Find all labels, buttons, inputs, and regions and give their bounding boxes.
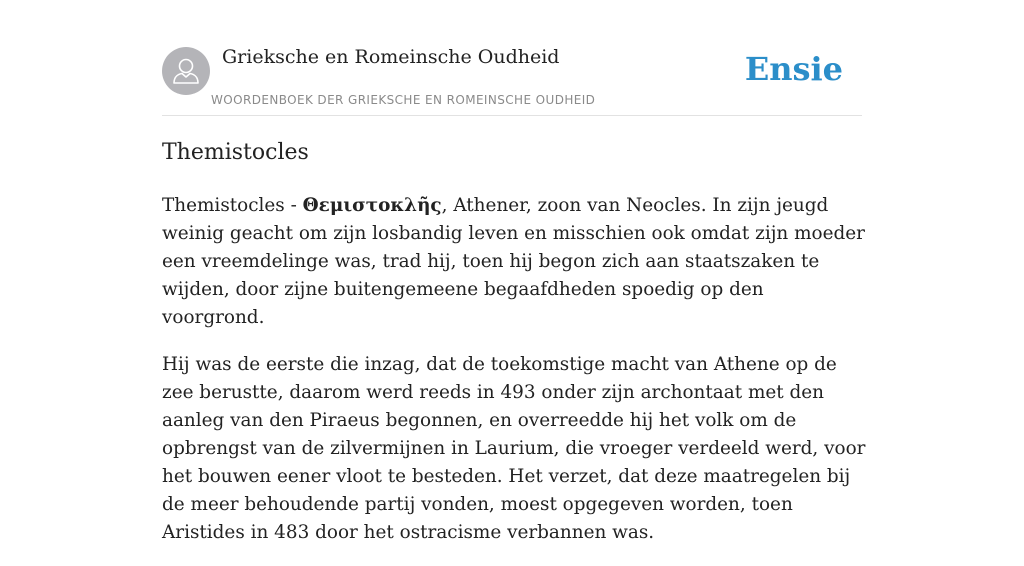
user-silhouette-icon — [162, 47, 210, 95]
brand-logo[interactable]: Ensie — [744, 50, 843, 88]
paragraph-1-lead: Themistocles - — [162, 195, 303, 216]
paragraph-2: Hij was de eerste die inzag, dat de toekomstige macht van Athene op de zee berustte, daarom werd reeds in 493 onder zijn archontaat met den aanleg van den Piraeus begonnen, en overreedde hij het volk om de opbrengst van de zilvermijnen in Laurium, die vroeger verdeeld werd, voor het bouwen eener vloot te besteden. Het verzet, dat deze maatregelen bij de meer behoudende partij vonden, moest opgegeven worden, toen Aristides in 483 door het ostracisme verbannen was. — [162, 354, 866, 543]
avatar[interactable] — [162, 47, 210, 95]
header-divider — [162, 115, 862, 116]
paragraph-1-text: , Athener, zoon van Neocles. In zijn jeugd weinig geacht om zijn losbandig leven en misschien ook omdat zijn moeder een vreemdelinge was, trad hij, toen hij begon zich aan staatszaken te wijden, door zijne buitengemeene begaafdheden spoedig op den voorgrond. — [162, 195, 865, 328]
source-subtitle: WOORDENBOEK DER GRIEKSCHE EN ROMEINSCHE OUDHEID — [211, 93, 596, 107]
article-body — [162, 192, 866, 566]
entry-title: Themistocles — [162, 140, 309, 165]
source-title-link[interactable]: Grieksche en Romeinsche Oudheid — [222, 46, 560, 68]
greek-name: Θεμιστοκλῆς — [302, 195, 442, 216]
paragraph-1 — [162, 192, 866, 332]
